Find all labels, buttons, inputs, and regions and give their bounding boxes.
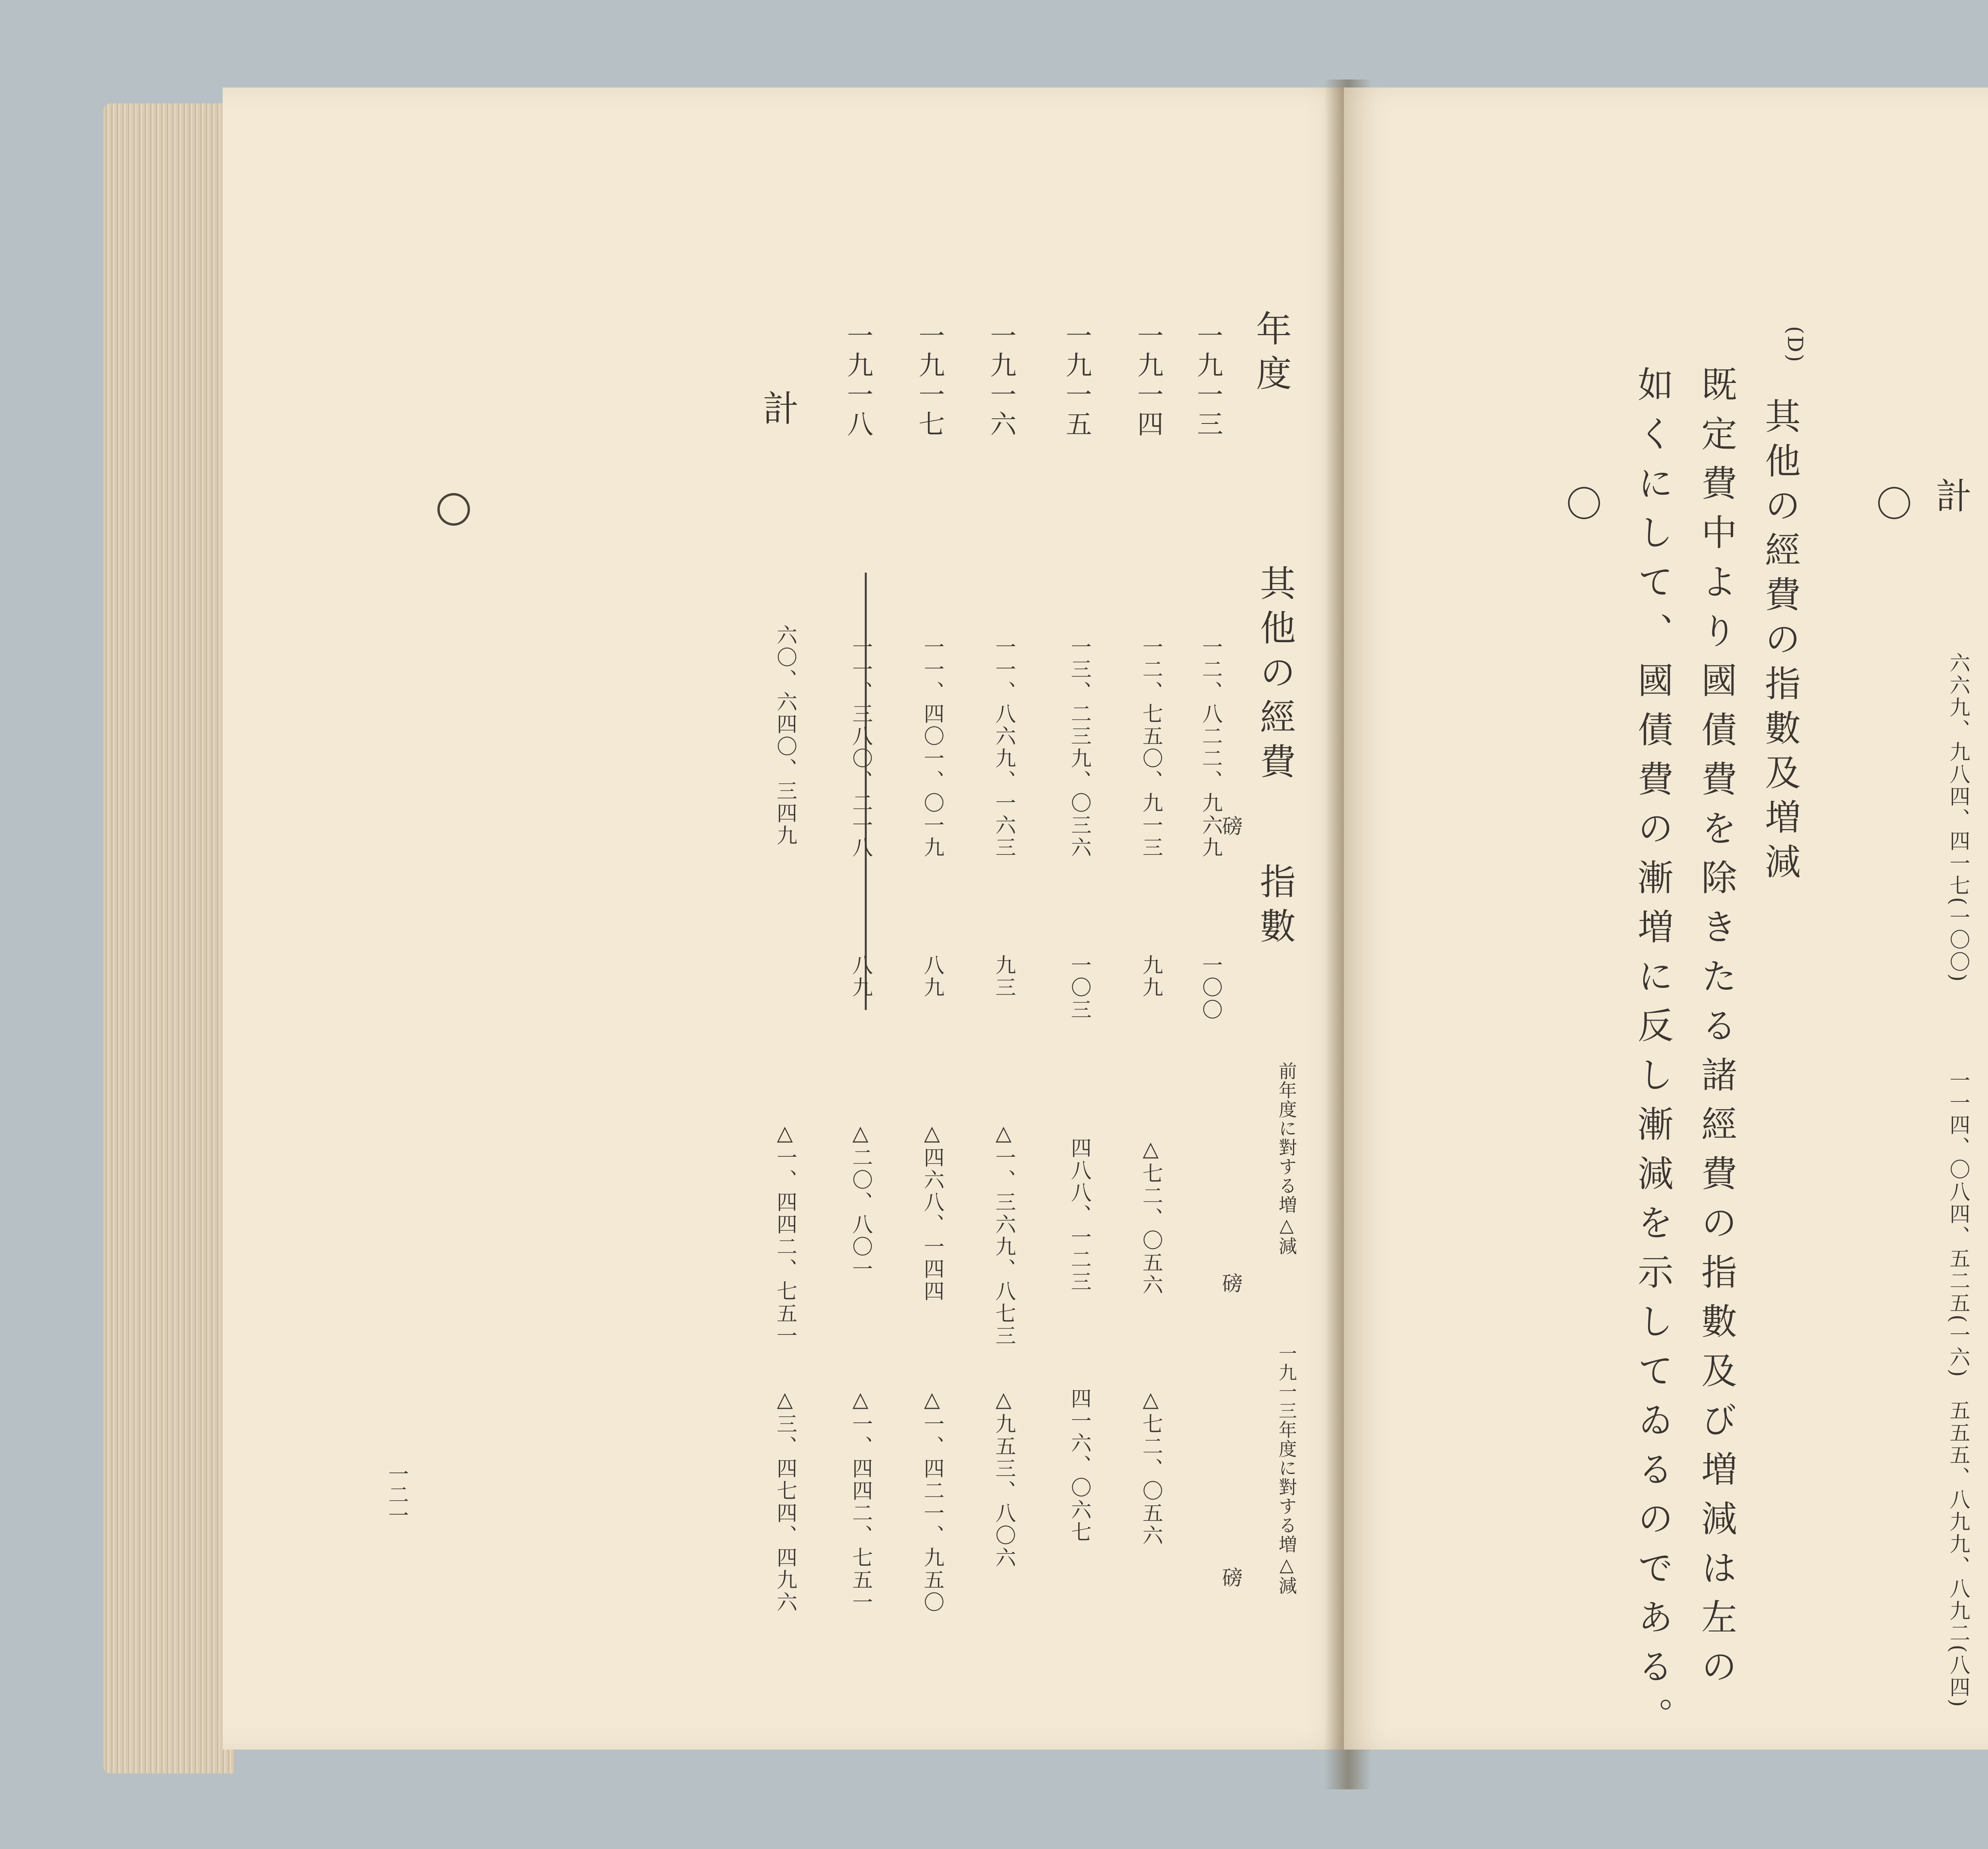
col-header-other-expenses: 其他の經費 xyxy=(1254,565,1295,787)
base-change-cell: 四一六、〇六七 xyxy=(1067,1388,1091,1544)
unit-pound: 磅 xyxy=(1218,1272,1242,1295)
col-header-change-prev: 前年度に對する増△減 xyxy=(1276,1062,1297,1256)
paragraph-line: 如くにして、國債費の漸増に反し漸減を示してゐるのである。 xyxy=(1631,366,1673,1746)
total-base-change: △三、四七四、四九六 xyxy=(773,1388,797,1614)
year-cell: 一九一七 xyxy=(914,322,945,440)
page-edges-left xyxy=(103,103,235,1773)
prev-change-cell: △一、三六九、八七三 xyxy=(992,1121,1015,1347)
prev-change-cell: △七二、〇五六 xyxy=(1139,1137,1163,1296)
total-prev-change: △一、四四二、七五一 xyxy=(773,1121,797,1347)
total-amount: 六〇、六四〇、三四九 xyxy=(773,624,797,847)
col-header-change-1913: 一九一三年度に對する増△減 xyxy=(1276,1344,1297,1595)
index-cell: 九三 xyxy=(992,954,1015,999)
base-change-cell: △九五三、八〇六 xyxy=(992,1388,1015,1569)
prev-change-cell: △四六八、一四四 xyxy=(920,1121,944,1303)
prev-change-cell: △二〇、八〇一 xyxy=(848,1121,872,1280)
grand-total-ordinary: 一一四、〇八四、五二五(一六) xyxy=(1946,1070,1970,1379)
year-cell: 一九一六 xyxy=(986,322,1016,440)
base-change-cell: △一、四四二、七五一 xyxy=(848,1388,872,1614)
unit-pound: 磅 xyxy=(1218,815,1242,837)
grand-total-debt: 六六九、九八四、四一七(一〇〇) xyxy=(1946,652,1970,983)
amount-cell: 一二、八二二、九六九 xyxy=(1198,636,1222,859)
paragraph-line: 既定費中より國債費を除きたる諸經費の指數及び増減は左の xyxy=(1695,366,1737,1697)
amount-cell: 一一、三八〇、二一八 xyxy=(848,636,872,859)
unit-pound: 磅 xyxy=(1218,1567,1242,1589)
index-cell: 八九 xyxy=(848,954,872,999)
mark: 〇 xyxy=(1560,485,1602,530)
amount-cell: 一一、八六九、一六三 xyxy=(992,636,1015,859)
amount-cell: 一一、四〇一、〇一九 xyxy=(920,636,944,859)
section-heading: 其他の經費の指數及増減 xyxy=(1759,398,1800,888)
mark: 〇 xyxy=(1870,485,1912,530)
base-change-cell: △七二、〇五六 xyxy=(1139,1388,1163,1547)
right-page xyxy=(1344,87,1988,1750)
page-number-left: 一二一 xyxy=(384,1463,408,1525)
left-page xyxy=(223,87,1352,1750)
section-label: (D) xyxy=(1783,326,1807,364)
amount-cell: 一二、七五〇、九一三 xyxy=(1139,636,1163,859)
col-header-index: 指數 xyxy=(1254,863,1295,952)
total-label: 計 xyxy=(1930,477,1971,522)
index-cell: 九九 xyxy=(1139,954,1163,999)
prev-change-cell: 四八八、一二三 xyxy=(1067,1137,1091,1293)
year-cell: 一九一八 xyxy=(843,322,873,440)
year-cell: 一九一五 xyxy=(1061,322,1092,440)
amount-cell: 一三、二三九、〇三六 xyxy=(1067,636,1091,859)
year-cell: 一九一四 xyxy=(1133,322,1163,440)
base-change-cell: △一、四二一、九五〇 xyxy=(920,1388,944,1614)
index-cell: 八九 xyxy=(920,954,944,999)
year-cell: 一九一三 xyxy=(1192,322,1223,440)
circle-mark xyxy=(437,493,470,526)
grand-total-war: 五五五、八九九、八九二(八四) xyxy=(1946,1400,1970,1709)
book xyxy=(103,80,1988,1789)
index-cell: 一〇三 xyxy=(1067,954,1091,1021)
total-label: 計 xyxy=(757,390,798,434)
index-cell: 一〇〇 xyxy=(1198,954,1222,1021)
col-header-year: 年度 xyxy=(1250,310,1291,399)
